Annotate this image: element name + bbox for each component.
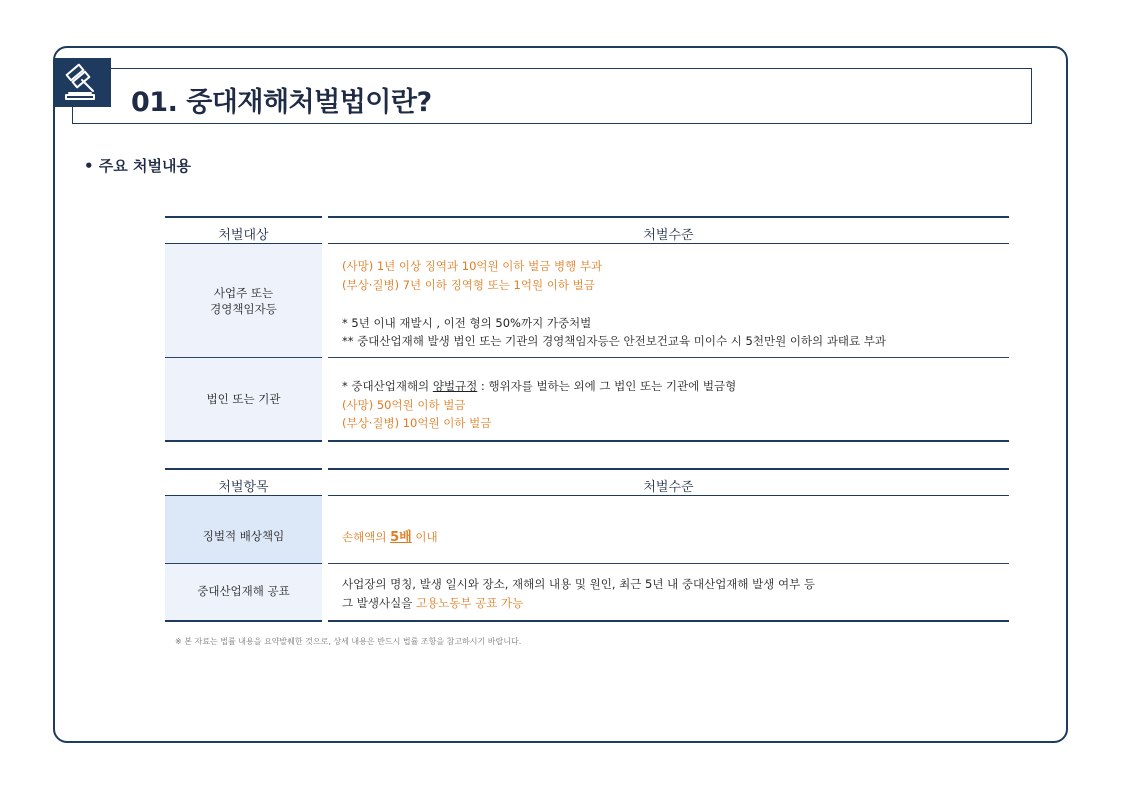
- table2-row2-line2-highlight: 고용노동부 공표 가능: [415, 596, 524, 610]
- table2-row1-bottom-right: [328, 563, 1009, 564]
- page-title: 01. 중대재해처벌법이란?: [131, 87, 432, 118]
- table1-header-left: 처벌대상: [218, 228, 269, 243]
- table2-row1-text-suffix: 이내: [411, 530, 438, 544]
- table2-header-top-left: [165, 468, 322, 470]
- table1-header-top-left: [165, 216, 322, 218]
- table2-row1-text-prefix: 손해액의: [342, 530, 391, 544]
- table2-row2-line1: 사업장의 명칭, 발생 일시와 장소, 재해의 내용 및 원인, 최근 5년 내 중대산업재해 발생 여부 등: [342, 577, 816, 591]
- table2-header-left: 처벌항목: [218, 480, 269, 495]
- table1-row1-line2: (부상·질병) 7년 이하 징역형 또는 1억원 이하 벌금: [342, 278, 595, 292]
- table1-row1-line3: * 5년 이내 재발시 , 이전 형의 50%까지 가중처벌: [342, 316, 592, 330]
- table1-header-bottom-right: [328, 243, 1009, 244]
- table2-row2-line2-prefix: 그 발생사실을: [342, 596, 416, 610]
- table1-header-top-right: [328, 216, 1009, 218]
- table2-row2-label: 중대산업재해 공표: [197, 584, 290, 598]
- table1-row2-line1-term: 양벌규정: [432, 379, 478, 393]
- table1-row2-line1-prefix: * 중대산업재해의: [342, 379, 433, 393]
- table1-row1-bottom-right: [328, 357, 1009, 358]
- table2-header-right: 처벌수준: [643, 480, 694, 495]
- table1-row2-line1-suffix: : 행위자를 벌하는 외에 그 법인 또는 기관에 벌금형: [477, 379, 737, 393]
- section-heading: • 주요 처벌내용: [84, 157, 191, 175]
- table1-bottom-left: [165, 440, 322, 442]
- table1-row1-label-line2: 경영책임자등: [210, 302, 277, 316]
- table1-header-right: 처벌수준: [643, 228, 694, 243]
- table2-row1-label: 징벌적 배상책임: [202, 529, 285, 543]
- gavel-icon: [54, 58, 111, 107]
- table2-header-top-right: [328, 468, 1009, 470]
- table2-bottom-left: [165, 620, 322, 622]
- table1-bottom-right: [328, 440, 1009, 442]
- footnote: ※ 본 자료는 법률 내용을 요약발췌한 것으로, 상세 내용은 반드시 법률 조항을 참고하시기 바랍니다.: [175, 637, 522, 646]
- table2-bottom-right: [328, 620, 1009, 622]
- table2-header-bottom-right: [328, 495, 1009, 496]
- table1-row1-label-line1: 사업주 또는: [213, 286, 274, 300]
- table1-row2-label: 법인 또는 기관: [206, 392, 281, 406]
- table1-row2-line1: [342, 378, 736, 394]
- table1-row1-label: [165, 285, 322, 317]
- table1-row2-line2: (사망) 50억원 이하 벌금: [342, 398, 466, 412]
- table2-row2-line2: [342, 595, 523, 611]
- table1-row2-line3: (부상·질병) 10억원 이하 벌금: [342, 416, 492, 430]
- table2-row1-emphasis: 5배: [390, 530, 412, 545]
- table1-row1-line1: (사망) 1년 이상 징역과 10억원 이하 벌금 병행 부과: [342, 259, 603, 273]
- table1-row1-line4: ** 중대산업재해 발생 법인 또는 기관의 경영책임자등은 안전보건교육 미이수 시 5천만원 이하의 과태료 부과: [342, 334, 887, 348]
- table2-row1-text: [342, 526, 438, 545]
